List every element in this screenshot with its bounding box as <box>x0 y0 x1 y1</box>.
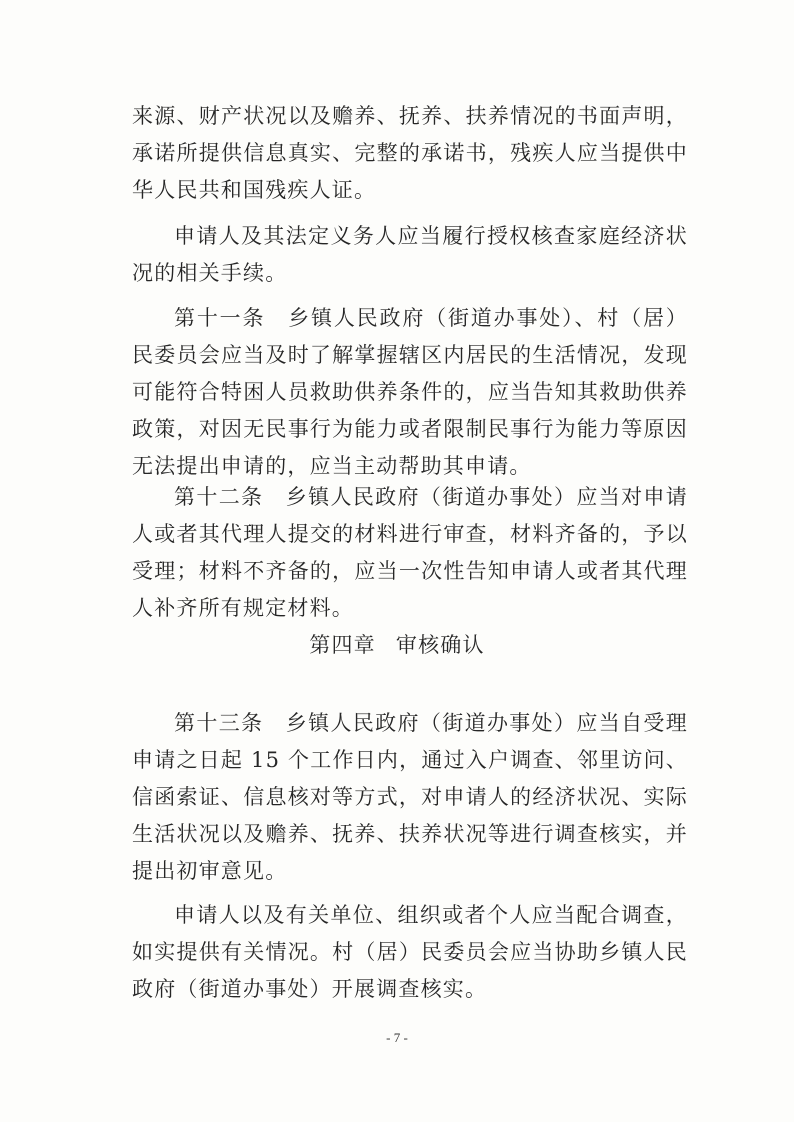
article-11: 第十一条 乡镇人民政府（街道办事处）、村（居）民委员会应当及时了解掌握辖区内居民的生活情况，发现可能符合特困人员救助供养条件的，应当告知其救助供养政策，对因无民事行为能力或者限制民事行为能力等原因无法提出申请的，应当主动帮助其申请。 <box>132 306 688 478</box>
paragraph-authorization: 申请人及其法定义务人应当履行授权核查家庭经济状况的相关手续。 <box>132 224 688 285</box>
chapter-heading <box>0 627 794 664</box>
chapter-number: 第四章 <box>309 633 376 657</box>
paragraph-cooperation: 申请人以及有关单位、组织或者个人应当配合调查，如实提供有关情况。村（居）民委员会应当协助乡镇人民政府（街道办事处）开展调查核实。 <box>132 903 688 1001</box>
page-number: - 7 - <box>386 1030 408 1045</box>
article-13: 第十三条 乡镇人民政府（街道办事处）应当自受理申请之日起 15 个工作日内，通过入户调查、邻里访问、信函索证、信息核对等方式，对申请人的经济状况、实际生活状况以及赡养、抚养、扶养状况等进行调查核实，并提出初审意见。 <box>132 711 688 883</box>
paragraph-continued: 来源、财产状况以及赡养、抚养、扶养情况的书面声明，承诺所提供信息真实、完整的承诺书，残疾人应当提供中华人民共和国残疾人证。 <box>132 104 688 202</box>
article-12: 第十二条 乡镇人民政府（街道办事处）应当对申请人或者其代理人提交的材料进行审查，材料齐备的，予以受理；材料不齐备的，应当一次性告知申请人或者其代理人补齐所有规定材料。 <box>132 485 688 620</box>
chapter-title: 审核确认 <box>395 633 485 657</box>
